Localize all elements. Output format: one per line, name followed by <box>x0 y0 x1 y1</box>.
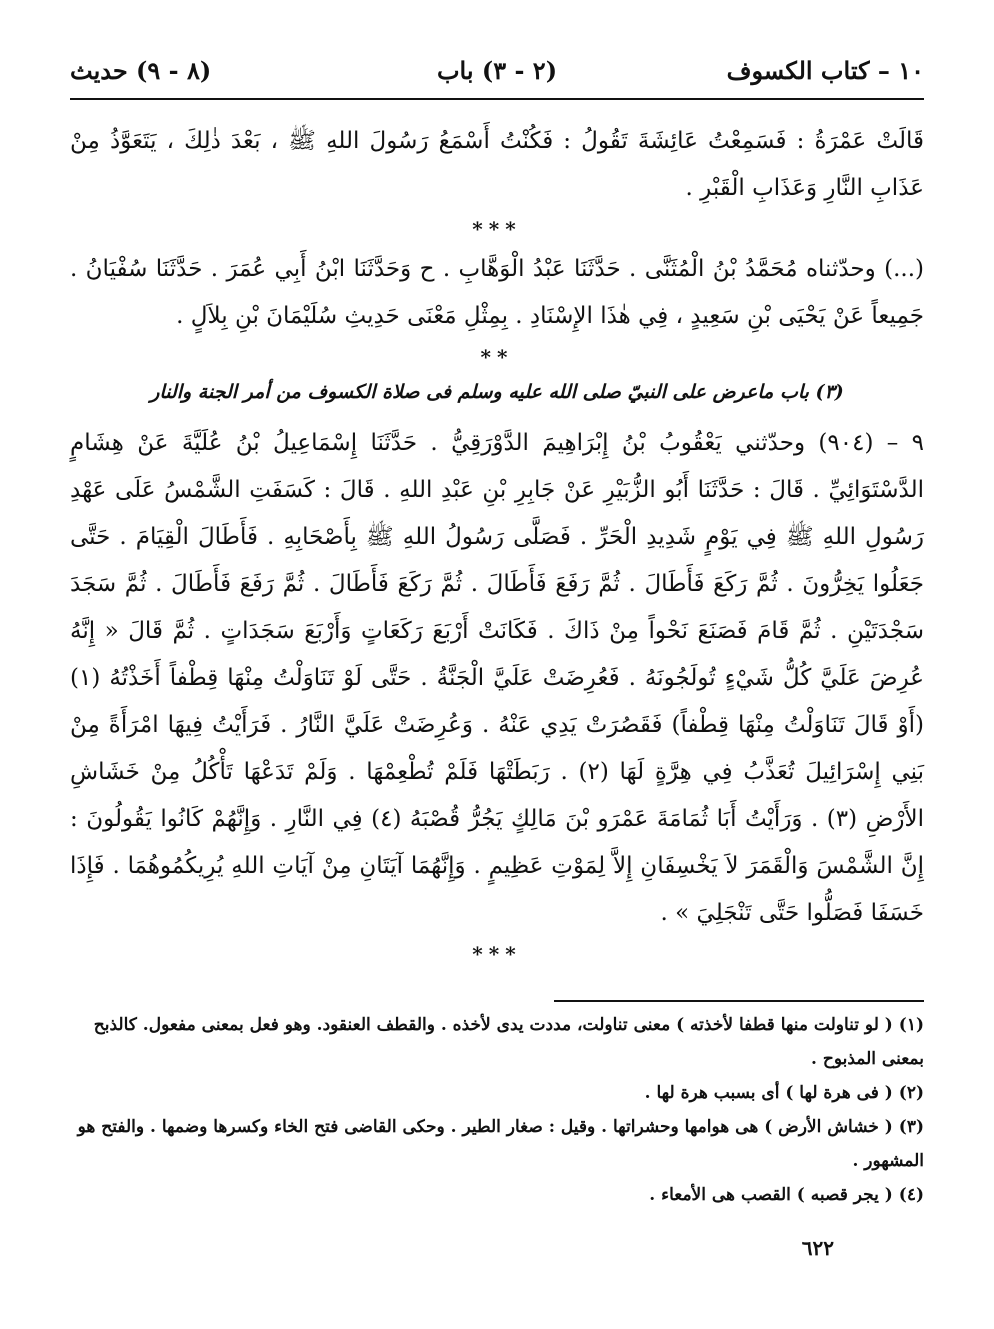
header-rule <box>70 98 924 100</box>
footnote-1: (١) ( لو تناولت منها قطفا لأخذته ) معنى تناولت، مددت يدى لأخذه . والقطف العنقود. وهو فعل بمعنى مفعول. كالذبح بمعنى المذبوح . <box>93 1015 924 1069</box>
footnote-4: (٤) ( يجر قصبه ) القصب هى الأمعاء . <box>649 1185 924 1205</box>
page-number: ٦٢٢ <box>801 1236 834 1260</box>
paragraph-amra: قَالَتْ عَمْرَةُ : فَسَمِعْتُ عَائِشَةَ تَقُولُ : فَكُنْتُ أَسْمَعُ رَسُولَ اللهِ ﷺ ، بَعْدَ ذٰلِكَ ، يَتَعَوَّذُ مِنْ عَذَابِ النَّارِ وَعَذَابِ الْقَبْرِ . <box>70 128 924 201</box>
header-book-title: ١٠ – كتاب الكسوف <box>726 56 924 85</box>
chapter-heading: (٣) باب ماعرض على النبيّ صلى الله عليه وسلم فى صلاة الكسوف من أمر الجنة والنار <box>150 381 844 403</box>
separator-stars: *** <box>472 942 522 966</box>
footnote-rule <box>554 1000 924 1002</box>
footnote-2: (٢) ( فى هرة لها ) أى بسبب هرة لها . <box>644 1083 924 1103</box>
footnotes <box>70 1008 924 1212</box>
paragraph-isnad: (...) وحدّثناه مُحَمَّدُ بْنُ الْمُثَنَّى . حَدَّثَنَا عَبْدُ الْوَهَّابِ . ح وَحَدَّثَنَا ابْنُ أَبِي عُمَرَ . حَدَّثَنَا سُفْيَانُ . جَمِيعاً عَنْ يَحْيَى بْنِ سَعِيدٍ ، فِي هٰذَا الإِسْنَادِ . بِمِثْلِ مَعْنَى حَدِيثِ سُلَيْمَانَ بْنِ بِلاَلٍ . <box>70 256 924 329</box>
separator-stars: *** <box>472 217 522 241</box>
separator-stars: ** <box>480 345 514 369</box>
header-hadith-ref: (٨ - ٩) حديث <box>70 56 212 85</box>
footnote-3: (٣) ( خشاش الأرض ) هى هوامها وحشراتها . وقيل : صغار الطير . وحكى القاضى فتح الخاء وكسرها وضمها . والفتح هو المشهور . <box>77 1117 924 1171</box>
paragraph-hadith-904: ٩ – (٩٠٤) وحدّثني يَعْقُوبُ بْنُ إِبْرَاهِيمَ الدَّوْرَقِيُّ . حَدَّثَنَا إِسْمَاعِيلُ بْنُ عُلَيَّةَ عَنْ هِشَامٍ الدَّسْتَوَائِيِّ . قَالَ : حَدَّثَنَا أَبُو الزُّبَيْرِ عَنْ جَابِرِ بْنِ عَبْدِ اللهِ . قَالَ : كَسَفَتِ الشَّمْسُ عَلَى عَهْدِ رَسُولِ اللهِ ﷺ فِي يَوْمٍ شَدِيدِ الْحَرِّ . فَصَلَّى رَسُولُ اللهِ ﷺ بِأَصْحَابِهِ . فَأَطَالَ الْقِيَامَ . حَتَّى جَعَلُوا يَخِرُّونَ . ثُمَّ رَكَعَ فَأَطَالَ . ثُمَّ رَفَعَ فَأَطَالَ . ثُمَّ رَكَعَ فَأَطَالَ . ثُمَّ رَفَعَ فَأَطَالَ . ثُمَّ سَجَدَ سَجْدَتَيْنِ . ثُمَّ قَامَ فَصَنَعَ نَحْواً مِنْ ذَاكَ . فَكَانَتْ أَرْبَعَ رَكَعَاتٍ وَأَرْبَعَ سَجَدَاتٍ . ثُمَّ قَالَ « إِنَّهُ عُرِضَ عَلَيَّ كُلُّ شَيْءٍ تُولَجُونَهُ . فَعُرِضَتْ عَلَيَّ الْجَنَّةُ . حَتَّى لَوْ تَنَاوَلْتُ مِنْهَا قِطْفاً أَخَذْتُهُ (١) (أَوْ قَالَ تَنَاوَلْتُ مِنْهَا قِطْفاً) فَقَصُرَتْ يَدِي عَنْهُ . وَعُرِضَتْ عَلَيَّ النَّارُ . فَرَأَيْتُ فِيهَا امْرَأَةً مِنْ بَنِي إِسْرَائِيلَ تُعَذَّبُ فِي هِرَّةٍ لَهَا (٢) . رَبَطَتْهَا فَلَمْ تُطْعِمْهَا . وَلَمْ تَدَعْهَا تَأْكُلُ مِنْ خَشَاشِ الأَرْضِ (٣) . وَرَأَيْتُ أَبَا ثُمَامَةَ عَمْرَو بْنَ مَالِكٍ يَجُرُّ قُصْبَهُ (٤) فِي النَّارِ . وَإِنَّهُمْ كَانُوا يَقُولُونَ : إِنَّ الشَّمْسَ وَالْقَمَرَ لاَ يَخْسِفَانِ إِلاَّ لِمَوْتِ عَظِيمٍ . وَإِنَّهُمَا آيَتَانِ مِنْ آيَاتِ اللهِ يُرِيكُمُوهُمَا . فَإِذَا خَسَفَا فَصَلُّوا حَتَّى تَنْجَلِيَ » . <box>70 430 924 926</box>
running-header <box>70 56 924 96</box>
main-text <box>70 118 924 971</box>
header-chapter-ref: (٢ - ٣) باب <box>436 56 558 85</box>
